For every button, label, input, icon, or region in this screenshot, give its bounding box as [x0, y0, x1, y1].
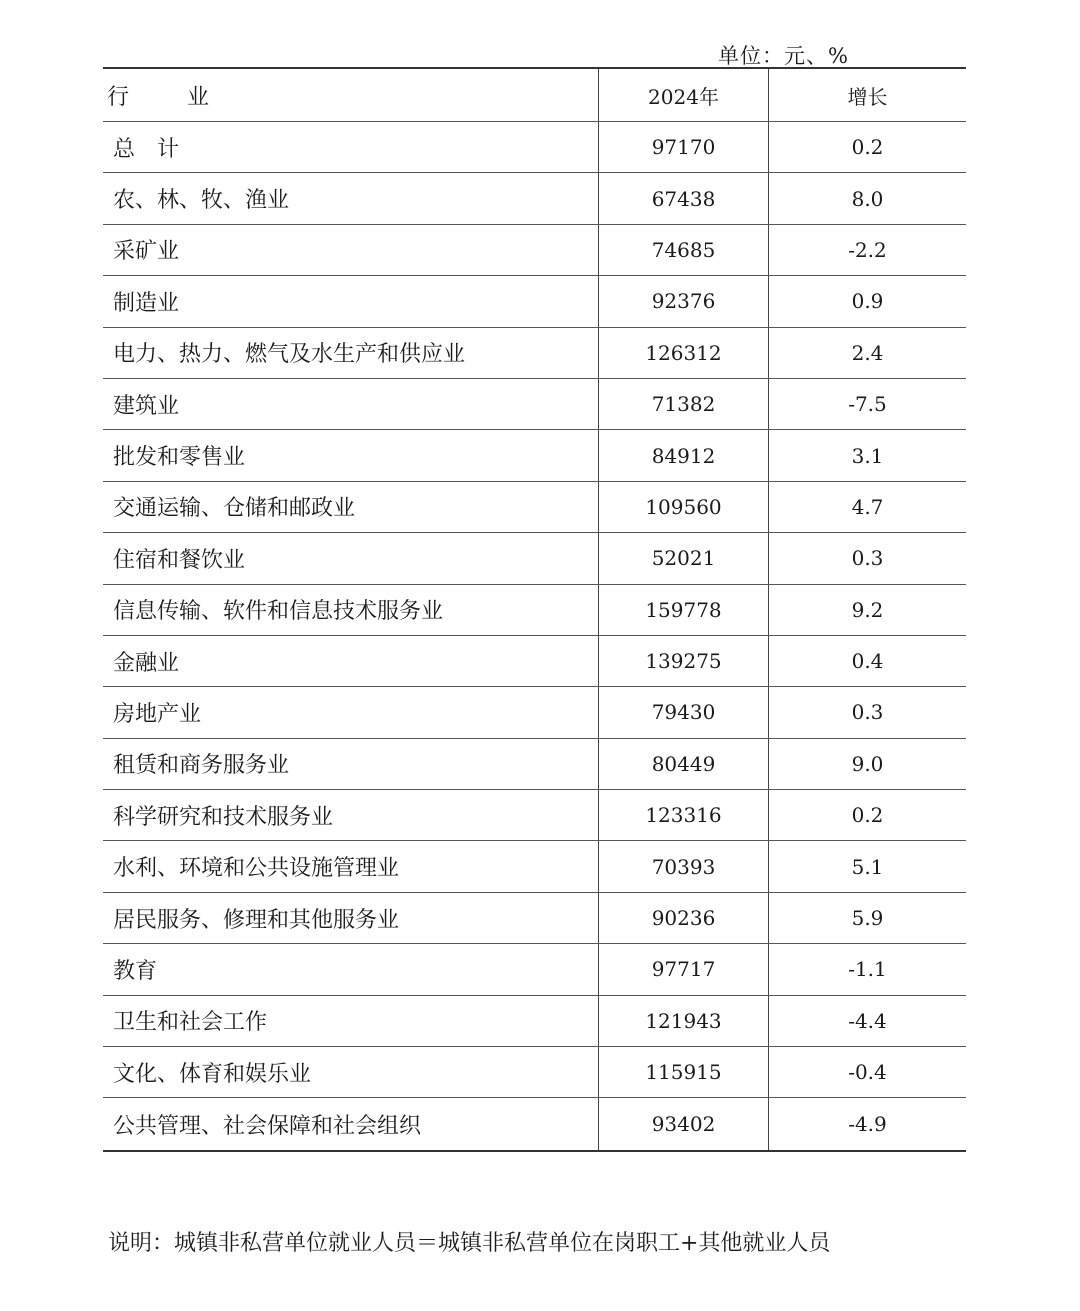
- industry-cell: 房地产业: [113, 701, 202, 727]
- value-cell: 109560: [598, 482, 768, 532]
- industry-cell: 文化、体育和娱乐业: [113, 1061, 312, 1087]
- industry-cell: 科学研究和技术服务业: [113, 804, 334, 830]
- table-row: [103, 996, 966, 1047]
- wage-table: [103, 67, 966, 1152]
- value-cell: 126312: [598, 328, 768, 378]
- industry-cell: 教育: [113, 958, 158, 984]
- industry-cell: 居民服务、修理和其他服务业: [113, 907, 400, 933]
- growth-cell: 8.0: [768, 173, 966, 223]
- growth-cell: 0.9: [768, 276, 966, 326]
- growth-cell: -4.9: [768, 1098, 966, 1149]
- value-cell: 80449: [598, 739, 768, 789]
- industry-cell: 电力、热力、燃气及水生产和供应业: [113, 342, 466, 368]
- table-body: [103, 122, 966, 1150]
- value-cell: 71382: [598, 379, 768, 429]
- table-row: [103, 482, 966, 533]
- table-row: [103, 328, 966, 379]
- industry-cell: 住宿和餐饮业: [113, 547, 246, 573]
- growth-cell: -2.2: [768, 225, 966, 275]
- value-cell: 93402: [598, 1098, 768, 1149]
- industry-cell: 采矿业: [113, 239, 180, 265]
- industry-cell: 农、林、牧、渔业: [113, 188, 290, 214]
- industry-cell: 批发和零售业: [113, 445, 246, 471]
- value-cell: 92376: [598, 276, 768, 326]
- table-row: [103, 1047, 966, 1098]
- growth-cell: -4.4: [768, 996, 966, 1046]
- table-row: [103, 122, 966, 173]
- growth-cell: 9.2: [768, 585, 966, 635]
- value-cell: 90236: [598, 893, 768, 943]
- table-header-row: [103, 69, 966, 122]
- table-row: [103, 687, 966, 738]
- table-row: [103, 739, 966, 790]
- growth-cell: 9.0: [768, 739, 966, 789]
- value-cell: 159778: [598, 585, 768, 635]
- growth-cell: 5.9: [768, 893, 966, 943]
- value-cell: 97717: [598, 944, 768, 994]
- growth-cell: 3.1: [768, 430, 966, 480]
- table-row: [103, 636, 966, 687]
- table-row: [103, 893, 966, 944]
- growth-cell: 0.4: [768, 636, 966, 686]
- table-row: [103, 379, 966, 430]
- table-row: [103, 944, 966, 995]
- table-row: [103, 1098, 966, 1149]
- header-industry: 行 业: [107, 84, 228, 110]
- industry-cell: 租赁和商务服务业: [113, 753, 290, 779]
- industry-cell: 卫生和社会工作: [113, 1010, 268, 1036]
- footnote: 说明：城镇非私营单位就业人员＝城镇非私营单位在岗职工+其他就业人员: [108, 1231, 831, 1256]
- growth-cell: 2.4: [768, 328, 966, 378]
- table-row: [103, 533, 966, 584]
- unit-label: 单位：元、%: [718, 44, 849, 68]
- growth-cell: 0.3: [768, 533, 966, 583]
- growth-cell: 0.2: [768, 122, 966, 172]
- growth-cell: 0.3: [768, 687, 966, 737]
- value-cell: 121943: [598, 996, 768, 1046]
- header-year: 2024年: [598, 69, 768, 121]
- value-cell: 139275: [598, 636, 768, 686]
- table-row: [103, 276, 966, 327]
- growth-cell: 0.2: [768, 790, 966, 840]
- table-row: [103, 430, 966, 481]
- growth-cell: 4.7: [768, 482, 966, 532]
- value-cell: 97170: [598, 122, 768, 172]
- growth-cell: -7.5: [768, 379, 966, 429]
- industry-cell: 水利、环境和公共设施管理业: [113, 856, 400, 882]
- header-growth: 增长: [768, 69, 966, 121]
- growth-cell: 5.1: [768, 841, 966, 891]
- industry-cell: 金融业: [113, 650, 180, 676]
- industry-cell: 建筑业: [113, 393, 180, 419]
- value-cell: 115915: [598, 1047, 768, 1097]
- table-row: [103, 585, 966, 636]
- value-cell: 84912: [598, 430, 768, 480]
- table-row: [103, 225, 966, 276]
- value-cell: 70393: [598, 841, 768, 891]
- industry-cell: 信息传输、软件和信息技术服务业: [113, 599, 444, 625]
- industry-cell: 公共管理、社会保障和社会组织: [113, 1113, 422, 1139]
- industry-cell: 交通运输、仓储和邮政业: [113, 496, 356, 522]
- value-cell: 52021: [598, 533, 768, 583]
- industry-cell: 制造业: [113, 290, 180, 316]
- table-row: [103, 173, 966, 224]
- table-row: [103, 841, 966, 892]
- growth-cell: -1.1: [768, 944, 966, 994]
- value-cell: 79430: [598, 687, 768, 737]
- table-row: [103, 790, 966, 841]
- industry-cell: 总 计: [113, 136, 180, 162]
- growth-cell: -0.4: [768, 1047, 966, 1097]
- value-cell: 123316: [598, 790, 768, 840]
- value-cell: 74685: [598, 225, 768, 275]
- value-cell: 67438: [598, 173, 768, 223]
